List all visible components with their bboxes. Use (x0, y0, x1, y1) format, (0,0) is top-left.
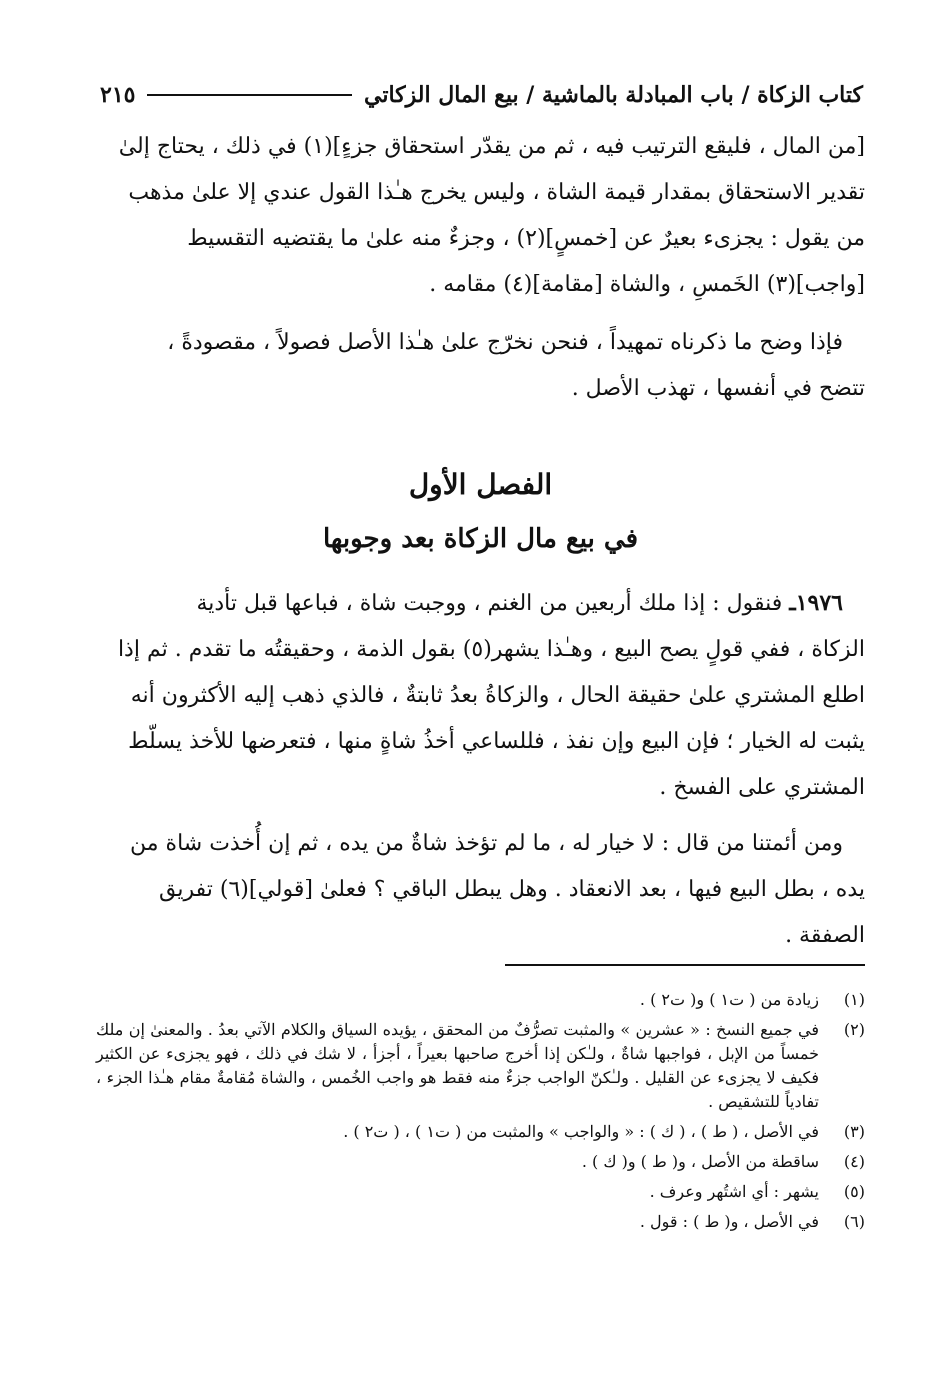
footnote-text: في الأصل ، ( ط ) ، ( ك ) : « والواجب » والمثبت من ( ت١ ) ، ( ت٢ ) . (343, 1122, 819, 1141)
text-line: الزكاة ، ففي قولٍ يصح البيع ، وهـٰذا يشهر(٥) بقول الذمة ، وحقيقتُه ما تقدم . ثم إذا (117, 637, 865, 662)
text-line: فإذا وضح ما ذكرناه تمهيداً ، فنحن نخرّج علىٰ هـٰذا الأصل فصولاً ، مقصودةً ، (167, 330, 843, 355)
paragraph-number: ١٩٧٦ـ (789, 590, 843, 616)
footnote-text: في الأصل ، و( ط ) : قول . (639, 1212, 819, 1231)
text-line: تقدير الاستحقاق بمقدار قيمة الشاة ، وليس يخرج هـٰذا القول عندي إلا علىٰ مذهب (128, 180, 865, 205)
text-line: [واجب](٣) الخَمسِ ، والشاة [مقامة](٤) مقامه . (429, 272, 865, 297)
chapter-title: الفصل الأول (408, 468, 553, 501)
text-span: فنقول : إذا ملك أربعين من الغنم ، ووجبت شاة ، فباعها قبل تأدية (196, 591, 790, 616)
footnote (96, 1120, 865, 1144)
text-line: ومن أئمتنا من قال : لا خيار له ، ما لم تؤخذ شاةٌ من يده ، ثم إن أُخذت شاة من (130, 831, 843, 856)
footnote-text: زيادة من ( ت١ ) و( ت٢ ) . (639, 990, 819, 1009)
text-line: من يقول : يجزىء بعيرٌ عن [خمسٍ](٢) ، وجزءٌ منه علىٰ ما يقتضيه التقسيط (187, 226, 865, 251)
text-line: يثبت له الخيار ؛ فإن البيع وإن نفذ ، فللساعي أخذُ شاةٍ منها ، فتعرضها للأخذ يسلّط (128, 729, 865, 754)
footnote-text: في جميع النسخ : « عشرين » والمثبت تصرُّفٌ من المحقق ، يؤيده السياق والكلام الآتي بعدُ . والمعنىٰ إن ملك خمساً من الإبل ، فواجبها شاةٌ ، ولـٰكن إذا أخرج صاحبها بعيراً ، أجزأ ، لا شك في ذلك ، فهو يجزىء عن الكثير فكيف لا يجزىء عن القليل . ولـٰكنّ الواجب جزءٌ منه فقط هو واجب الخُمس ، والشاة مُقامةٌ مقام هـٰذا الجزء ، تفادياً للتشقيص . (96, 1020, 819, 1111)
footnote-text: يشهر : أي اشتُهر وعرف . (649, 1182, 819, 1201)
footnote-number: (١) (843, 990, 865, 1009)
footnote (96, 1018, 865, 1114)
main-text (96, 580, 865, 959)
text-line: الصفقة . (785, 923, 865, 948)
footnote (96, 1150, 865, 1174)
footnote-text: ساقطة من الأصل ، و( ط ) و( ك ) . (581, 1152, 819, 1171)
text-line: المشتري على الفسخ . (659, 775, 865, 800)
chapter-subtitle: في بيع مال الزكاة بعد وجوبها (322, 524, 639, 554)
footnote-divider (505, 964, 865, 966)
chapter-heading (96, 462, 865, 562)
footnote-number: (٣) (843, 1122, 865, 1141)
footnote (96, 988, 865, 1012)
text-line: [من المال ، فليقع الترتيب فيه ، ثم من يقدّر استحقاق جزءٍ](١) في ذلك ، يحتاج إلىٰ (118, 134, 865, 159)
intro-text (96, 124, 865, 412)
footnote-number: (٥) (843, 1182, 865, 1201)
text-line: يده ، بطل البيع فيها ، بعد الانعقاد . وهل يبطل الباقي ؟ فعلىٰ [قولي](٦) تفريق (159, 877, 865, 902)
running-header (100, 78, 863, 112)
footnote (96, 1210, 865, 1234)
footnotes (96, 988, 865, 1240)
footnote-number: (٢) (843, 1020, 865, 1039)
page-number: ٢١٥ (100, 82, 136, 108)
text-line: اطلع المشتري علىٰ حقيقة الحال ، والزكاةُ بعدُ ثابتةٌ ، فالذي ذهب إليه الأكثرون أنه (130, 683, 865, 708)
footnote (96, 1180, 865, 1204)
footnote-number: (٦) (843, 1212, 865, 1231)
text-line: تتضح في أنفسها ، تهذب الأصل . (571, 376, 865, 401)
footnote-number: (٤) (843, 1152, 865, 1171)
text-line (96, 580, 865, 627)
header-rule (147, 94, 352, 96)
header-title: كتاب الزكاة / باب المبادلة بالماشية / بيع المال الزكاتي (364, 82, 863, 108)
